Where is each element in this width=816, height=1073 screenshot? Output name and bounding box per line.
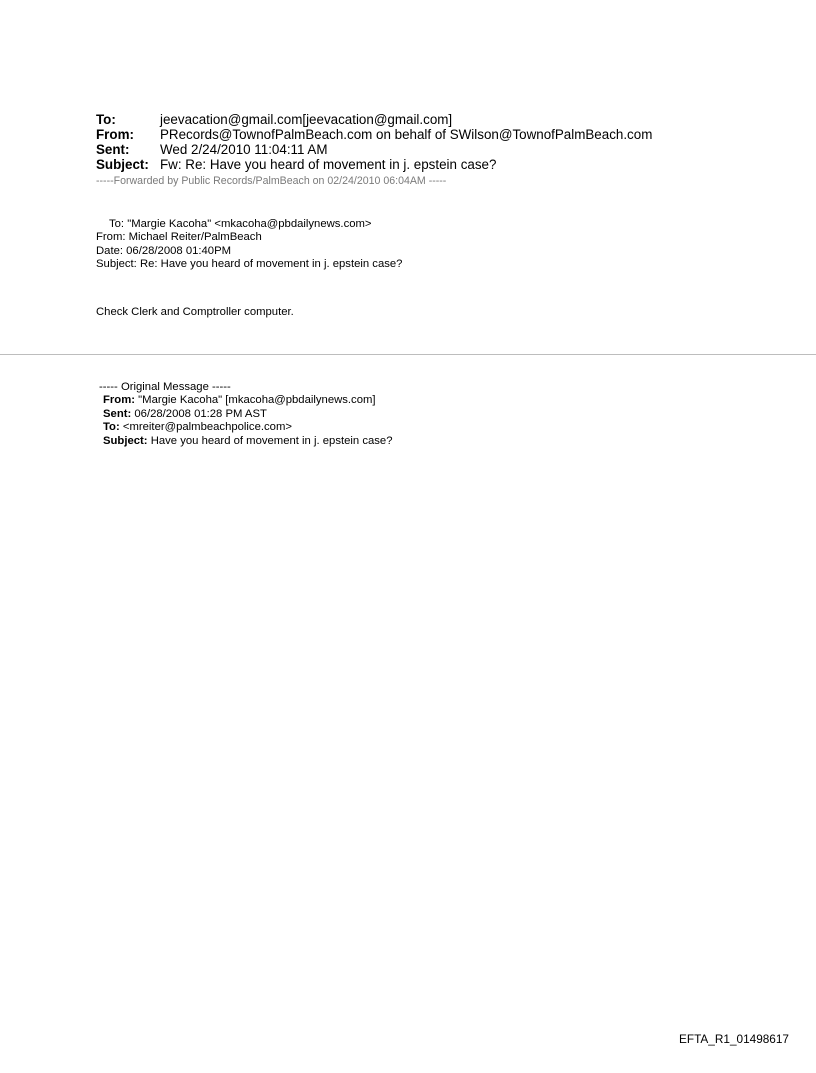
header-sent-label: Sent: [96,142,130,157]
header-sent-value: Wed 2/24/2010 11:04:11 AM [160,142,328,157]
header-subject-label: Subject: [96,157,149,172]
header-subject-value: Fw: Re: Have you heard of movement in j. epstein case? [160,157,497,172]
header-from-row [96,127,652,142]
original-subject-row [99,435,392,448]
forwarded-to: To: "Margie Kacoha" <mkacoha@pbdailynews.com> [109,218,372,230]
original-from-row [99,394,392,407]
original-to-label: To: [103,421,120,434]
header-to-value: jeevacation@gmail.com[jeevacation@gmail.com] [160,112,453,127]
header-to-row [96,112,652,127]
header-sent-row [96,142,652,157]
email-header [96,112,652,172]
original-to-value: <mreiter@palmbeachpolice.com> [119,421,292,434]
document-id: EFTA_R1_01498617 [679,1032,789,1046]
original-subject-label: Subject: [103,434,148,447]
original-sent-row [99,408,392,421]
forwarded-message-header [96,218,402,272]
original-sent-value: 06/28/2008 01:28 PM AST [131,407,267,420]
original-sent-label: Sent: [103,407,132,420]
original-from-label: From: [103,394,136,407]
header-from-label: From: [96,127,134,142]
message-body: Check Clerk and Comptroller computer. [96,306,294,318]
forwarded-date: Date: 06/28/2008 01:40PM [96,244,232,257]
forwarded-from: From: Michael Reiter/PalmBeach [96,231,262,244]
original-message-heading: ----- Original Message ----- [99,381,231,393]
original-subject-value: Have you heard of movement in j. epstein case? [147,434,393,447]
section-divider [0,354,816,355]
forwarded-subject: Subject: Re: Have you heard of movement in j. epstein case? [96,258,403,271]
original-message [99,381,392,448]
header-subject-row [96,157,652,172]
original-from-value: "Margie Kacoha" [mkacoha@pbdailynews.com] [135,394,376,407]
original-to-row [99,421,392,434]
header-from-value: PRecords@TownofPalmBeach.com on behalf of SWilson@TownofPalmBeach.com [160,127,653,142]
forwarded-by-line: -----Forwarded by Public Records/PalmBeach on 02/24/2010 06:04AM ----- [96,175,447,187]
header-to-label: To: [96,112,116,127]
